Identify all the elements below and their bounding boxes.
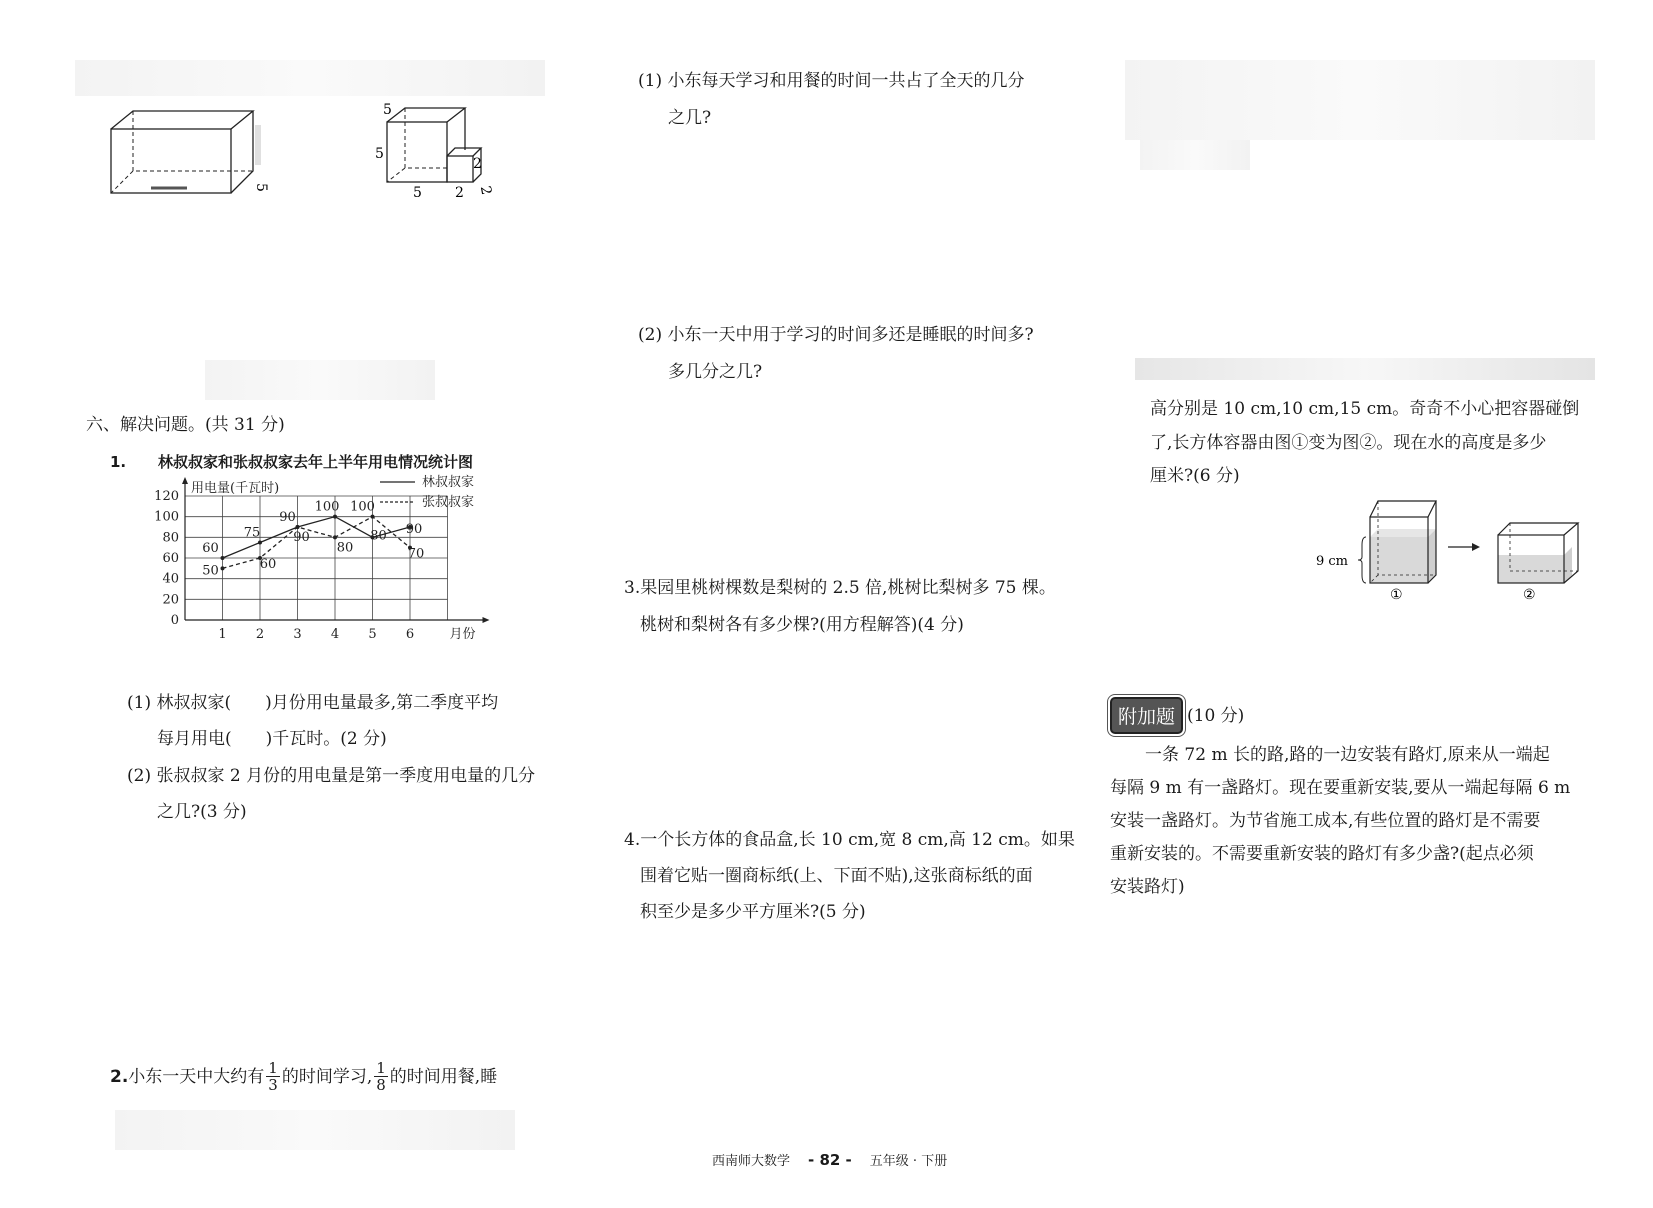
- question-4-line1: 4.一个长方体的食品盒,长 10 cm,宽 8 cm,高 12 cm。如果: [624, 830, 1075, 850]
- small-depth-label: 2: [476, 184, 495, 197]
- cuboid-depth-label: 5: [253, 183, 269, 192]
- q5-line1: 高分别是 10 cm,10 cm,15 cm。奇奇不小心把容器碰倒: [1150, 399, 1580, 419]
- data-label: 60: [202, 541, 219, 556]
- q2-part2-line2: 多几分之几?: [668, 362, 763, 382]
- data-label: 80: [370, 528, 387, 544]
- data-label: 75: [243, 525, 261, 541]
- q2-text-c: 的时间用餐,睡: [389, 1066, 498, 1087]
- y-axis-arrow: [182, 477, 188, 484]
- x-tick-label: 3: [293, 627, 302, 642]
- bonus-header: [1110, 697, 1244, 734]
- y-tick-label: 0: [170, 613, 179, 628]
- bonus-points: (10 分): [1187, 705, 1245, 726]
- x-tick-label: 4: [330, 627, 340, 642]
- data-label: 90: [405, 522, 423, 537]
- bonus-line1: 一条 72 m 长的路,路的一边安装有路灯,原来从一端起: [1145, 745, 1550, 765]
- question-3-line2: 桃树和梨树各有多少棵?(用方程解答)(4 分): [640, 615, 964, 635]
- question-1-number: 1.: [110, 453, 127, 471]
- q1-part1-line2: 每月用电( )千瓦时。(2 分): [157, 729, 387, 749]
- q2-part2-line1: (2) 小东一天中用于学习的时间多还是睡眠的时间多?: [638, 325, 1034, 345]
- y-tick-label: 40: [162, 571, 179, 587]
- bottom-big-label: 5: [413, 185, 422, 201]
- x-axis-title: 月份: [449, 627, 476, 642]
- data-label: 90: [293, 530, 310, 545]
- legend-label: 张叔叔家: [422, 495, 475, 510]
- section-title: 六、解决问题。(共 31 分): [86, 415, 285, 435]
- scan-smudge: [75, 60, 545, 96]
- figure-2-label: ②: [1523, 587, 1536, 603]
- data-point: [258, 541, 262, 545]
- page-number: - 82 -: [808, 1151, 852, 1169]
- q1-part2-line1: (2) 张叔叔家 2 月份的用电量是第一季度用电量的几分: [127, 766, 536, 786]
- data-label: 70: [407, 546, 425, 562]
- scan-smudge: [115, 1110, 515, 1150]
- data-point: [296, 525, 300, 529]
- data-label: 60: [259, 557, 277, 572]
- question-2-number: 2.: [110, 1066, 129, 1087]
- y-tick-label: 20: [162, 592, 179, 608]
- y-tick-label: 60: [162, 551, 179, 566]
- bonus-line4: 重新安装的。不需要重新安装的路灯有多少盏?(起点必须: [1110, 844, 1534, 864]
- q5-line2: 了,长方体容器由图①变为图②。现在水的高度是多少: [1150, 433, 1547, 453]
- page-footer: [712, 1150, 947, 1169]
- legend-label: 林叔叔家: [422, 475, 475, 490]
- bonus-line3: 安装一盏路灯。为节省施工成本,有些位置的路灯是不需要: [1110, 811, 1541, 831]
- bottom-small-label: 2: [455, 185, 464, 201]
- y-tick-label: 80: [162, 530, 179, 546]
- q5-line3: 厘米?(6 分): [1150, 466, 1240, 486]
- fraction-one-third: $\frac{1}{3}$: [268, 1059, 278, 1094]
- small-height-label: 2: [473, 156, 482, 172]
- scan-smudge: [1125, 60, 1595, 140]
- q2-text-b: 的时间学习,: [281, 1066, 373, 1087]
- footer-publisher: 西南师大数学: [712, 1154, 791, 1169]
- x-tick-label: 5: [368, 627, 377, 642]
- data-label: 80: [336, 540, 354, 556]
- figure-1-label: ①: [1390, 587, 1403, 603]
- q2-text-a: 小东一天中大约有: [128, 1066, 265, 1087]
- two-cubes-figure: [375, 100, 525, 205]
- scan-smudge: [205, 360, 435, 400]
- q1-part2-line2: 之几?(3 分): [157, 802, 247, 822]
- line-chart: [150, 475, 530, 678]
- bonus-badge: 附加题: [1110, 697, 1183, 734]
- question-3-line1: 3.果园里桃树棵数是梨树的 2.5 倍,桃树比梨树多 75 棵。: [624, 578, 1056, 598]
- data-point: [333, 535, 337, 539]
- question-4-line2: 围着它贴一圈商标纸(上、下面不贴),这张商标纸的面: [640, 866, 1033, 886]
- fraction-one-eighth: $\frac{1}{8}$: [376, 1059, 386, 1094]
- y-tick-label: 120: [154, 489, 179, 504]
- data-point: [371, 515, 375, 519]
- q1-part1-line1: (1) 林叔叔家( )月份用电量最多,第二季度平均: [127, 693, 499, 713]
- x-tick-label: 2: [255, 627, 265, 642]
- chart-title: 林叔叔家和张叔叔家去年上半年用电情况统计图: [158, 453, 474, 471]
- data-point: [333, 515, 337, 519]
- data-label: 90: [279, 510, 296, 525]
- question-4-line3: 积至少是多少平方厘米?(5 分): [640, 902, 866, 922]
- footer-grade: 五年级 · 下册: [869, 1154, 948, 1169]
- q2-part1-line1: (1) 小东每天学习和用餐的时间一共占了全天的几分: [638, 71, 1025, 91]
- top-edge-label: 5: [383, 102, 392, 118]
- y-axis-title: 用电量(千瓦时): [191, 481, 280, 496]
- bonus-line2: 每隔 9 m 有一盏路灯。现在要重新安装,要从一端起每隔 6 m: [1110, 778, 1571, 798]
- x-axis-arrow: [483, 617, 490, 623]
- container-figures: [1316, 495, 1580, 605]
- side-edge-label: 5: [375, 146, 384, 162]
- scan-smudge: [1135, 358, 1595, 380]
- data-label: 50: [202, 563, 219, 579]
- data-point: [221, 556, 225, 560]
- water-height-label: 9 cm: [1316, 554, 1349, 569]
- scan-smudge: [1140, 140, 1250, 170]
- data-label: 100: [314, 499, 340, 515]
- y-tick-label: 100: [154, 509, 179, 525]
- bonus-line5: 安装路灯): [1110, 877, 1185, 897]
- x-tick-label: 6: [405, 627, 415, 642]
- q2-part1-line2: 之几?: [668, 108, 712, 128]
- question-2: [110, 1060, 497, 1093]
- data-label: 100: [350, 499, 375, 515]
- data-point: [221, 566, 225, 570]
- cuboid-figure: [105, 105, 275, 195]
- x-tick-label: 1: [218, 627, 227, 642]
